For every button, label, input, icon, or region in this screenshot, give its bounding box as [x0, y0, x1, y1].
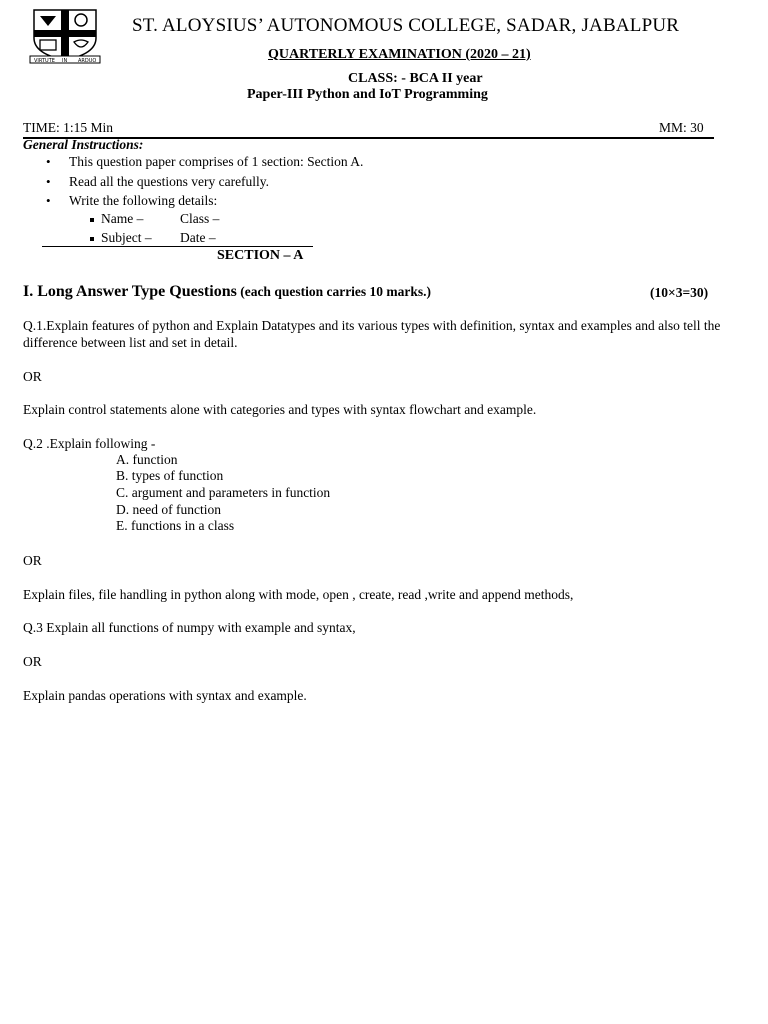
- instruction-item: Read all the questions very carefully.: [69, 174, 270, 189]
- detail-class-label: Class –: [180, 211, 220, 226]
- question-2-alternative: Explain files, file handling in python along with mode, open , create, read ,write and append methods,: [23, 587, 574, 602]
- section-heading-note: (each question carries 10 marks.): [236, 284, 432, 299]
- question-2-subitem: E. functions in a class: [116, 518, 235, 533]
- motto-right: ARDUO: [78, 58, 97, 64]
- question-3-alternative: Explain pandas operations with syntax and example.: [23, 688, 307, 703]
- college-crest-logo: [28, 8, 102, 64]
- question-2: Q.2 .Explain following -: [23, 436, 156, 451]
- bullet-icon: •: [46, 193, 51, 208]
- or-separator: OR: [23, 369, 42, 384]
- college-name: ST. ALOYSIUS’ AUTONOMOUS COLLEGE, SADAR, JABALPUR: [132, 15, 680, 36]
- square-bullet-icon: [90, 237, 94, 241]
- question-1-alternative: Explain control statements alone with categories and types with syntax flowchart and example.: [23, 402, 537, 417]
- general-instructions-heading: General Instructions:: [23, 137, 144, 152]
- section-marks: (10×3=30): [650, 285, 709, 300]
- exam-time: TIME: 1:15 Min: [23, 120, 113, 135]
- section-title: SECTION – A: [217, 248, 304, 263]
- question-2-subitem: A. function: [116, 452, 178, 467]
- square-bullet-icon: [90, 218, 94, 222]
- section-heading: [23, 283, 431, 301]
- or-separator: OR: [23, 654, 42, 669]
- or-separator: OR: [23, 553, 42, 568]
- bullet-icon: •: [46, 154, 51, 169]
- instruction-item: Write the following details:: [69, 193, 218, 208]
- class-line: CLASS: - BCA II year: [348, 71, 483, 86]
- section-heading-main: I. Long Answer Type Questions: [23, 283, 237, 300]
- question-2-subitem: D. need of function: [116, 502, 221, 517]
- detail-date-label: Date –: [180, 230, 216, 245]
- motto-mid: IN: [62, 58, 68, 64]
- bullet-icon: •: [46, 174, 51, 189]
- detail-subject-label: Subject –: [101, 230, 152, 245]
- instruction-item: This question paper comprises of 1 section: Section A.: [69, 154, 364, 169]
- exam-title: QUARTERLY EXAMINATION (2020 – 21): [268, 47, 531, 62]
- question-2-subitem: B. types of function: [116, 468, 224, 483]
- question-2-subitem: C. argument and parameters in function: [116, 485, 331, 500]
- details-divider: [42, 246, 313, 247]
- paper-title: Paper-III Python and IoT Programming: [247, 87, 488, 102]
- detail-name-label: Name –: [101, 211, 144, 226]
- motto-left: VIRTUTE: [34, 58, 55, 64]
- question-3: Q.3 Explain all functions of numpy with example and syntax,: [23, 620, 356, 635]
- question-1: Q.1.Explain features of python and Explain Datatypes and its various types with definition, syntax and examples and also tell the difference between list and set in detail.: [23, 318, 721, 350]
- max-marks: MM: 30: [659, 120, 704, 135]
